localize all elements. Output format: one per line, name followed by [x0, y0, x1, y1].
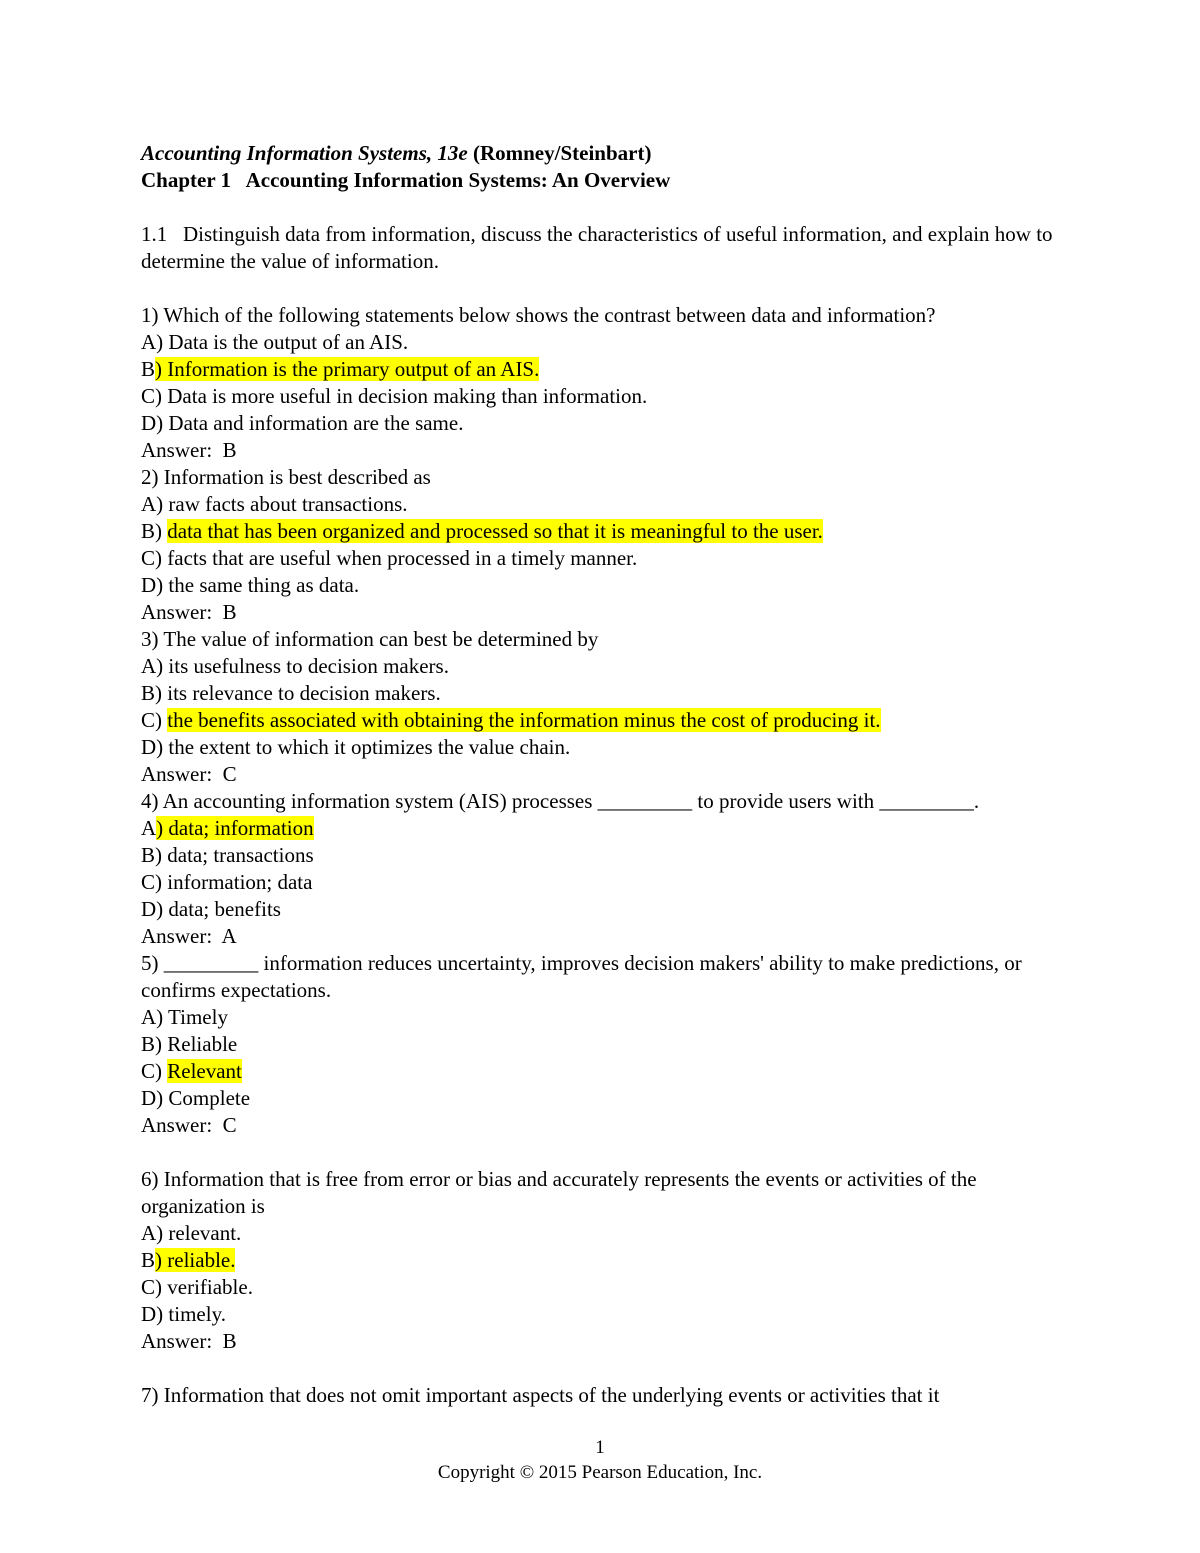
copyright-notice: Copyright © 2015 Pearson Education, Inc.: [437, 1462, 763, 1483]
question-stem: 4) An accounting information system (AIS) processes _________ to provide users with _________.: [141, 789, 980, 813]
answer-option: D) Complete: [141, 1086, 251, 1110]
answer-option-highlighted: B) Information is the primary output of an AIS.: [141, 357, 540, 381]
question-block: [141, 302, 1061, 464]
answer-option: A) relevant.: [141, 1221, 242, 1245]
answer-option-highlighted: C) the benefits associated with obtaining the information minus the cost of producing it.: [141, 708, 881, 732]
page-number: 1: [595, 1437, 605, 1458]
answer-option: A) Timely: [141, 1005, 228, 1029]
answer-option: D) the same thing as data.: [141, 573, 360, 597]
question-block: [141, 464, 1061, 626]
answer-option: D) Data and information are the same.: [141, 411, 464, 435]
question-block: [141, 950, 1061, 1139]
answer-option: D) the extent to which it optimizes the value chain.: [141, 735, 571, 759]
question-stem: 3) The value of information can best be determined by: [141, 627, 599, 651]
answer-option: A) Data is the output of an AIS.: [141, 330, 409, 354]
answer-option-highlighted: B) reliable.: [141, 1248, 236, 1272]
book-authors: (Romney/Steinbart): [467, 141, 652, 165]
answer-option-highlighted: B) data that has been organized and processed so that it is meaningful to the user.: [141, 519, 823, 543]
answer-key: Answer: B: [141, 600, 237, 624]
question-block: [141, 788, 1061, 950]
page-content: [141, 140, 1061, 1409]
answer-option: C) verifiable.: [141, 1275, 253, 1299]
question-stem: 2) Information is best described as: [141, 465, 431, 489]
answer-option: C) information; data: [141, 870, 313, 894]
question-stem: 5) _________ information reduces uncertainty, improves decision makers' ability to make predictions, or confirms expectations.: [141, 951, 1022, 1002]
answer-option: D) timely.: [141, 1302, 226, 1326]
answer-option: D) data; benefits: [141, 897, 281, 921]
question-stem: 1) Which of the following statements below shows the contrast between data and information?: [141, 303, 936, 327]
answer-key: Answer: A: [141, 924, 237, 948]
answer-option: A) raw facts about transactions.: [141, 492, 408, 516]
question-stem: 6) Information that is free from error or bias and accurately represents the events or activities of the organization is: [141, 1167, 977, 1218]
question-stem: 7) Information that does not omit important aspects of the underlying events or activities that it: [141, 1383, 940, 1407]
answer-key: Answer: C: [141, 762, 237, 786]
book-title: Accounting Information Systems, 13e: [141, 141, 468, 165]
book-title-line: [141, 140, 1061, 167]
answer-option: B) its relevance to decision makers.: [141, 681, 441, 705]
learning-objective: 1.1 Distinguish data from information, discuss the characteristics of useful information, and explain how to determine the value of information.: [141, 222, 1058, 273]
answer-key: Answer: C: [141, 1113, 237, 1137]
answer-option: C) facts that are useful when processed in a timely manner.: [141, 546, 638, 570]
question-block: [141, 1166, 1061, 1355]
answer-option: B) Reliable: [141, 1032, 238, 1056]
answer-option-highlighted: A) data; information: [141, 816, 314, 840]
chapter-title: Chapter 1 Accounting Information Systems: An Overview: [141, 168, 671, 192]
answer-key: Answer: B: [141, 438, 237, 462]
answer-key: Answer: B: [141, 1329, 237, 1353]
answer-option-highlighted: C) Relevant: [141, 1059, 242, 1083]
answer-option: B) data; transactions: [141, 843, 314, 867]
answer-option: C) Data is more useful in decision making than information.: [141, 384, 648, 408]
question-block: [141, 626, 1061, 788]
answer-option: A) its usefulness to decision makers.: [141, 654, 449, 678]
